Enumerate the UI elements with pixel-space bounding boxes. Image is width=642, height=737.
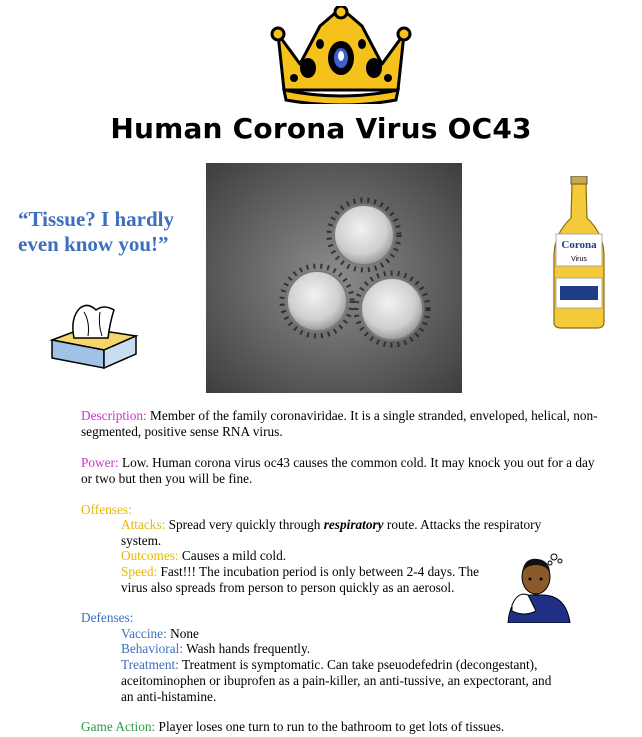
beer-bottle-icon: [550, 176, 608, 331]
speed-label: Speed:: [121, 564, 158, 579]
attacks-text-pre: Spread very quickly through: [165, 517, 324, 532]
tissue-box-icon: [44, 298, 140, 370]
behavioral-line: [121, 641, 571, 657]
treatment-line: [121, 657, 566, 705]
offenses-heading: [81, 502, 601, 518]
defenses-heading: [81, 610, 601, 626]
treatment-text: Treatment is symptomatic. Can take pseuodefedrin (decongestant), aceitominophen or ibuprofen as a pain-killer, an anti-tussive, an expectorant, and an anti-histamine.: [121, 657, 552, 704]
description-paragraph: [81, 408, 601, 440]
behavioral-label: Behavioral:: [121, 641, 184, 656]
behavioral-text: Wash hands frequently.: [183, 641, 311, 656]
attacks-emphasis: respiratory: [323, 517, 384, 532]
power-label: Power:: [81, 455, 119, 470]
crown-icon: [270, 6, 412, 104]
bottle-brand-label: Corona: [561, 239, 597, 251]
vaccine-line: [121, 626, 571, 642]
description-label: Description:: [81, 408, 147, 423]
game-action-text: Player loses one turn to run to the bathroom to get lots of tissues.: [155, 719, 505, 734]
speed-text: Fast!!! The incubation period is only between 2-4 days. The virus also spreads from person to person quickly as an aerosol.: [121, 564, 480, 595]
attacks-text-post: route. Attacks the respiratory system.: [121, 517, 542, 548]
power-paragraph: [81, 455, 601, 487]
bottle-sub-label: Virus: [571, 256, 587, 263]
vaccine-label: Vaccine:: [121, 626, 167, 641]
description-text: Member of the family coronaviridae. It is a single stranded, enveloped, helical, non-segmented, positive sense RNA virus.: [81, 408, 598, 439]
game-action-paragraph: [81, 719, 601, 735]
speed-line: [121, 564, 501, 596]
offenses-label: Offenses:: [81, 502, 132, 517]
power-text: Low. Human corona virus oc43 causes the common cold. It may knock you out for a day or two but then you will be fine.: [81, 455, 595, 486]
outcomes-label: Outcomes:: [121, 548, 179, 563]
tagline-quote: “Tissue? I hardly even know you!”: [18, 207, 174, 256]
outcomes-text: Causes a mild cold.: [178, 548, 287, 563]
page-title: Human Corona Virus OC43: [110, 112, 532, 145]
vaccine-text: None: [166, 626, 199, 641]
virus-micrograph-image: [206, 163, 462, 393]
defenses-label: Defenses:: [81, 610, 134, 625]
treatment-label: Treatment:: [121, 657, 179, 672]
attacks-label: Attacks:: [121, 517, 166, 532]
attacks-line: [121, 517, 571, 549]
outcomes-line: [121, 548, 571, 564]
game-action-label: Game Action:: [81, 719, 156, 734]
